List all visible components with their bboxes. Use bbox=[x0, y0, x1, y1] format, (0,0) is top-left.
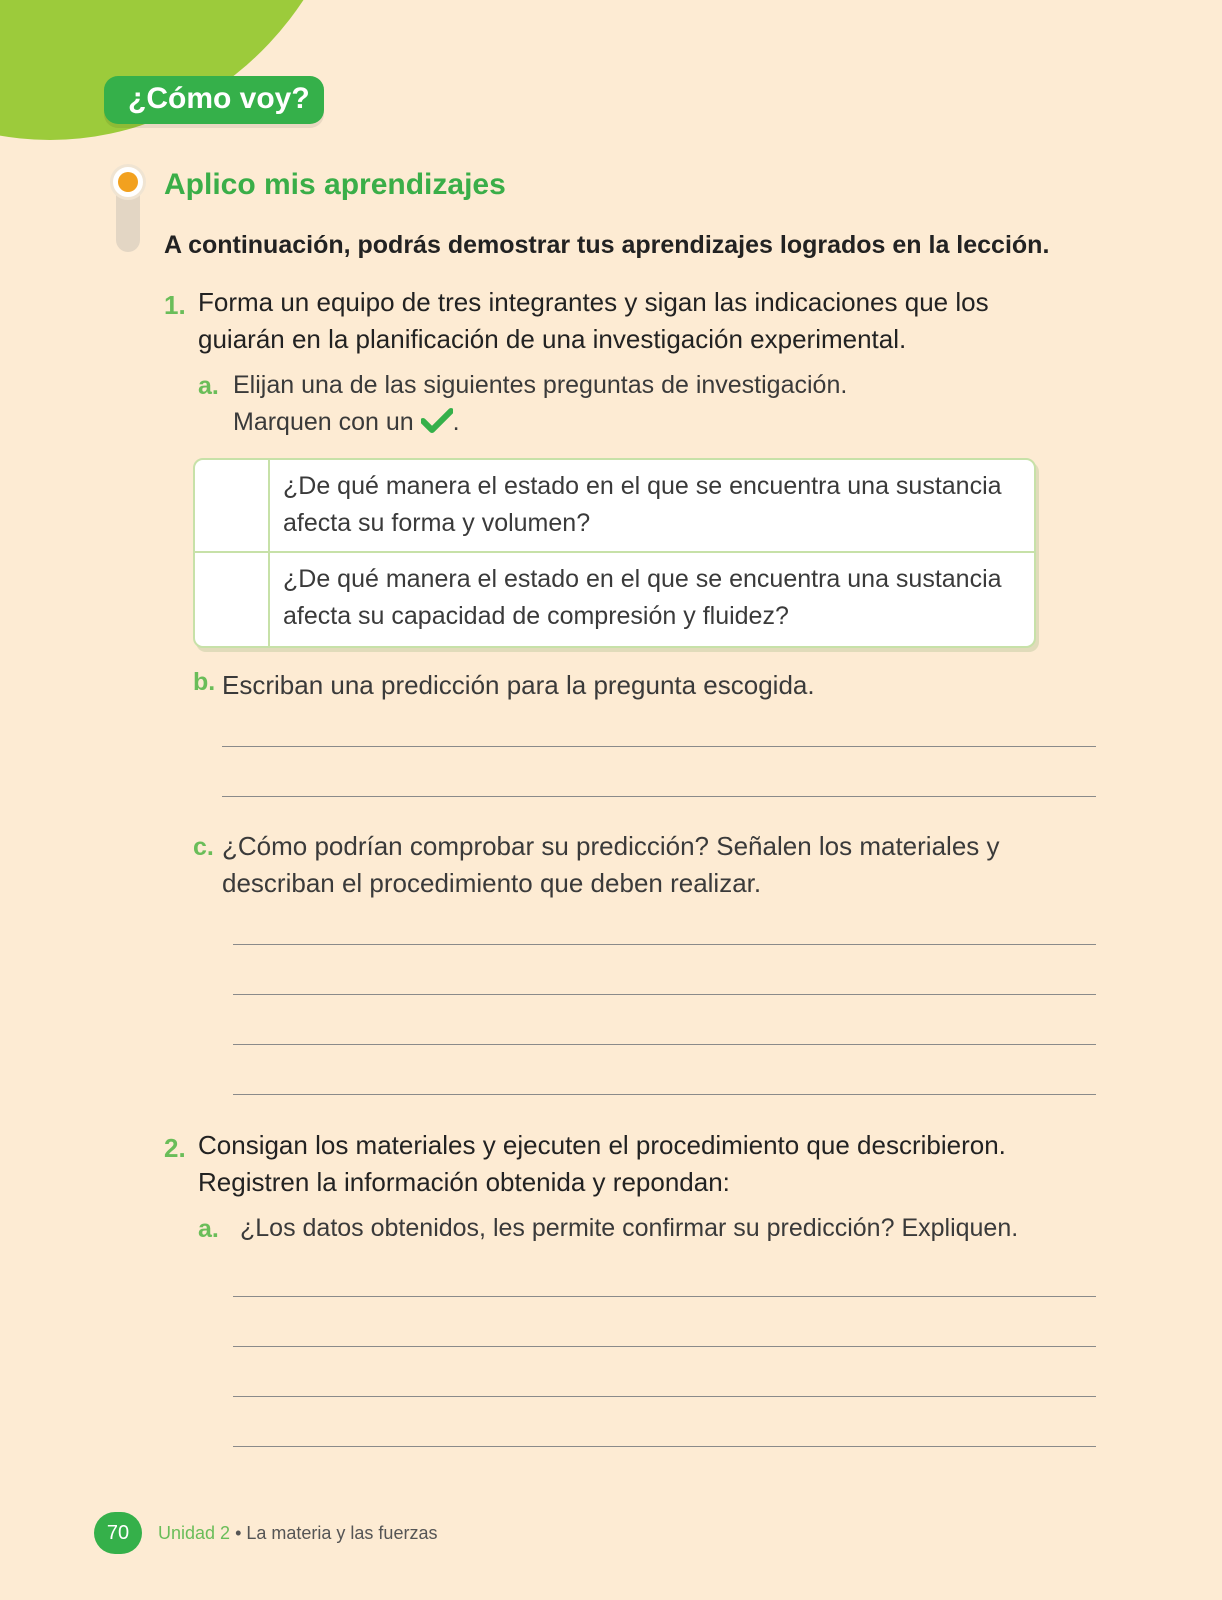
option-1-line-1: ¿De qué manera el estado en el que se encuentra una sustancia bbox=[283, 472, 1002, 500]
option-1-line-2: afecta su forma y volumen? bbox=[283, 509, 591, 537]
question-1-line-2: guiarán en la planificación de una investigación experimental. bbox=[198, 324, 907, 354]
question-1-number: 1. bbox=[164, 290, 186, 320]
question-1a-line-2 bbox=[233, 404, 847, 445]
question-1a-line-1: Elijan una de las siguientes preguntas de investigación. bbox=[233, 371, 848, 399]
answer-line-1c-2[interactable] bbox=[233, 994, 1096, 995]
question-1b-letter: b. bbox=[193, 668, 216, 696]
section-title: Aplico mis aprendizajes bbox=[164, 168, 506, 201]
option-1-checkbox[interactable] bbox=[195, 460, 270, 551]
answer-line-2a-3[interactable] bbox=[233, 1396, 1096, 1397]
option-row bbox=[195, 553, 1034, 646]
footer-text bbox=[158, 1523, 437, 1544]
footer-title: La materia y las fuerzas bbox=[246, 1523, 438, 1543]
option-2-text bbox=[283, 561, 1014, 635]
option-2-line-2: afecta su capacidad de compresión y fluidez? bbox=[283, 602, 789, 630]
answer-line-1b-1[interactable] bbox=[222, 746, 1096, 747]
question-1c-line-1: ¿Cómo podrían comprobar su predicción? Señalen los materiales y bbox=[222, 831, 1000, 861]
checkmark-icon bbox=[421, 408, 453, 445]
option-row bbox=[195, 460, 1034, 553]
question-2-text bbox=[198, 1127, 1006, 1201]
answer-line-1c-3[interactable] bbox=[233, 1044, 1096, 1045]
intro-text: A continuación, podrás demostrar tus aprendizajes logrados en la lección. bbox=[164, 231, 1050, 259]
footer-separator: • bbox=[230, 1523, 247, 1543]
question-2-line-1: Consigan los materiales y ejecuten el procedimiento que describieron. bbox=[198, 1130, 1006, 1160]
question-1c-text bbox=[222, 828, 1000, 902]
question-1a-text bbox=[233, 367, 847, 445]
question-1a-letter: a. bbox=[198, 372, 219, 400]
answer-line-2a-2[interactable] bbox=[233, 1346, 1096, 1347]
answer-line-1c-4[interactable] bbox=[233, 1094, 1096, 1095]
lightbulb-icon bbox=[110, 164, 146, 200]
answer-line-1b-2[interactable] bbox=[222, 796, 1096, 797]
question-1a-line-2-end: . bbox=[452, 408, 460, 436]
question-2a-letter: a. bbox=[198, 1215, 219, 1243]
question-1c-letter: c. bbox=[193, 833, 214, 861]
answer-line-2a-4[interactable] bbox=[233, 1446, 1096, 1447]
question-1a-line-2-text: Marquen con un bbox=[233, 408, 414, 436]
question-2a-text: ¿Los datos obtenidos, les permite confirmar su predicción? Expliquen. bbox=[240, 1214, 1019, 1242]
section-badge: ¿Cómo voy? bbox=[104, 76, 324, 124]
page-number: 70 bbox=[94, 1512, 142, 1554]
option-2-line-1: ¿De qué manera el estado en el que se encuentra una sustancia bbox=[283, 565, 1002, 593]
question-1c-line-2: describan el procedimiento que deben realizar. bbox=[222, 868, 762, 898]
options-table bbox=[193, 458, 1036, 648]
question-2-number: 2. bbox=[164, 1133, 186, 1163]
answer-line-2a-1[interactable] bbox=[233, 1296, 1096, 1297]
question-1-line-1: Forma un equipo de tres integrantes y sigan las indicaciones que los bbox=[198, 287, 989, 317]
question-2-line-2: Registren la información obtenida y repondan: bbox=[198, 1167, 730, 1197]
footer-unit: Unidad 2 bbox=[158, 1523, 231, 1543]
answer-line-1c-1[interactable] bbox=[233, 944, 1096, 945]
option-1-text bbox=[283, 468, 1014, 542]
question-1-text bbox=[198, 284, 989, 358]
question-1b-text: Escriban una predicción para la pregunta escogida. bbox=[222, 670, 815, 700]
option-2-checkbox[interactable] bbox=[195, 553, 270, 646]
